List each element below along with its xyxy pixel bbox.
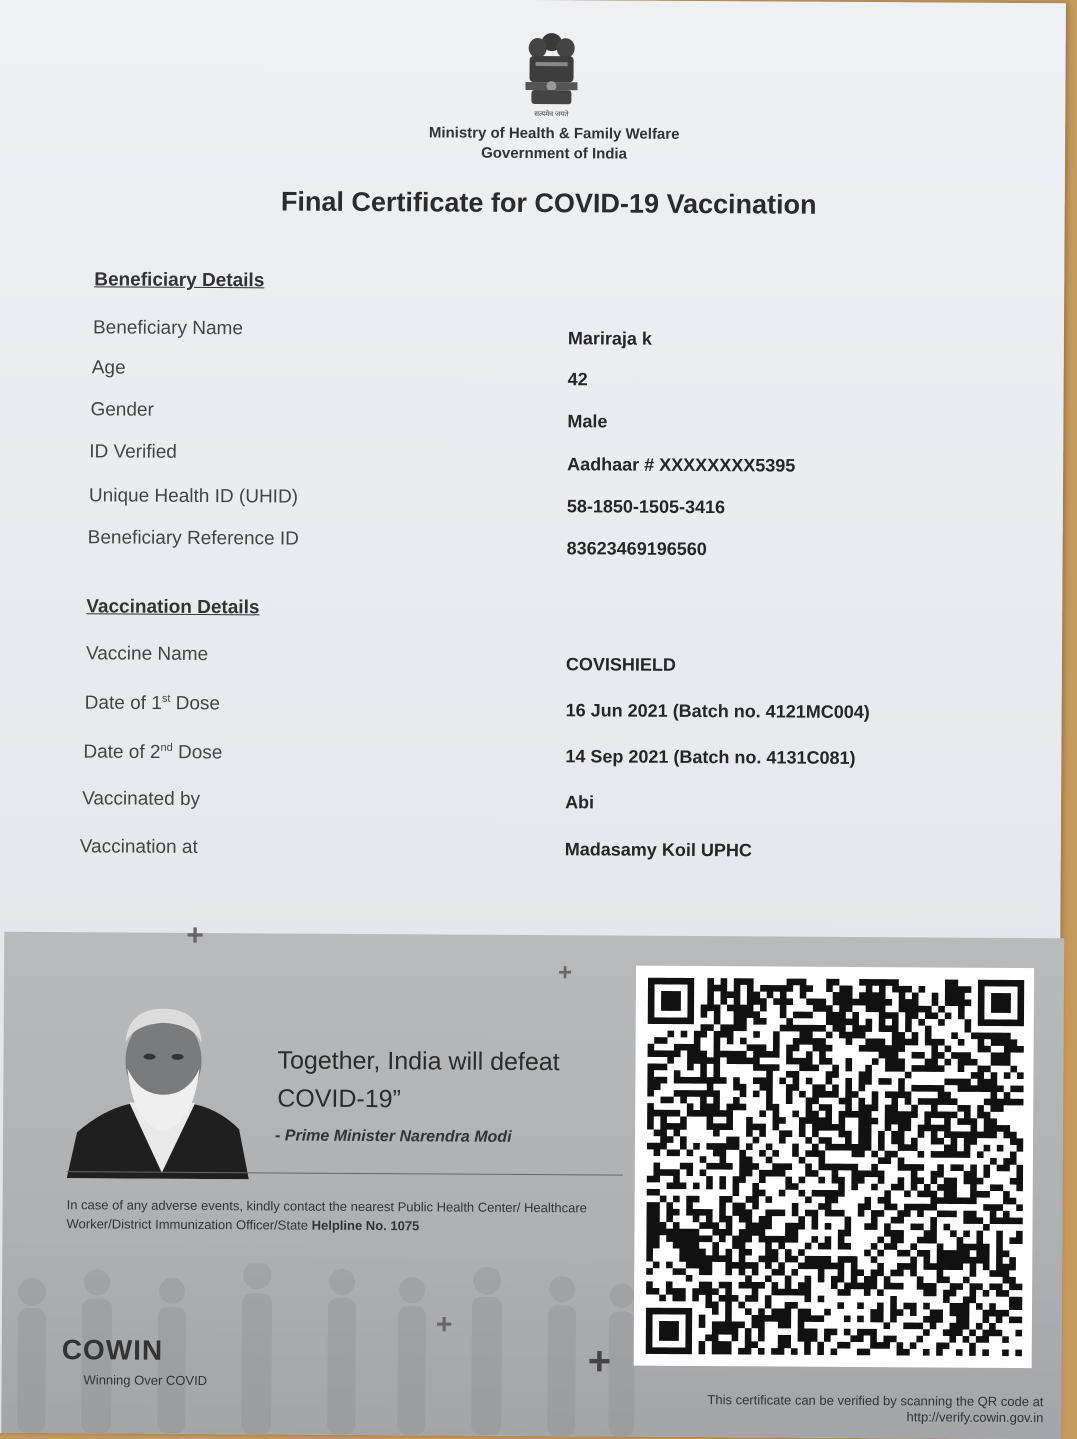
quote-attribution: - Prime Minister Narendra Modi xyxy=(275,1127,512,1146)
beneficiary-reference-id-label: Beneficiary Reference ID xyxy=(87,527,299,550)
vaccination-at-value: Madasamy Koil UPHC xyxy=(564,839,752,861)
dose2-label: Date of 2nd Dose xyxy=(83,741,223,764)
dose2-value: 14 Sep 2021 (Batch no. 4131C081) xyxy=(565,746,856,768)
uhid-label: Unique Health ID (UHID) xyxy=(88,485,299,508)
uhid-value: 58-1850-1505-3416 xyxy=(566,496,726,518)
dose1-value: 16 Jun 2021 (Batch no. 4121MC004) xyxy=(565,700,870,723)
age-value: 42 xyxy=(567,369,588,390)
vaccine-name-value: COVISHIELD xyxy=(565,654,677,675)
verification-note: This certificate can be verified by scanning the QR code at http://verify.cowin.gov.in xyxy=(581,1391,1043,1426)
dose1-label: Date of 1st Dose xyxy=(84,692,221,715)
verification-qr-code[interactable] xyxy=(634,966,1034,1368)
gender-label: Gender xyxy=(90,399,154,421)
gender-value: Male xyxy=(567,411,608,432)
verify-url-link[interactable]: http://verify.cowin.gov.in xyxy=(906,1409,1044,1426)
pm-quote: Together, India will defeat COVID-19” xyxy=(277,1046,560,1114)
vaccinated-by-value: Abi xyxy=(565,792,595,813)
ministry-heading xyxy=(389,123,719,165)
cowin-logo: COWIN xyxy=(61,1334,164,1366)
beneficiary-details-heading: Beneficiary Details xyxy=(94,269,265,292)
ministry-name: Ministry of Health & Family Welfare xyxy=(428,124,680,143)
adverse-events-notice: In case of any adverse events, kindly contact the nearest Public Health Center/ Healthcare Worker/District Immunization Officer/State Helpline No. 1075 xyxy=(66,1197,587,1234)
cowin-tagline: Winning Over COVID xyxy=(83,1372,208,1389)
certificate-title: Final Certificate for COVID-19 Vaccination xyxy=(280,186,817,220)
national-emblem-icon xyxy=(521,26,581,108)
vaccination-details-heading: Vaccination Details xyxy=(86,596,260,619)
beneficiary-name-label: Beneficiary Name xyxy=(92,317,244,340)
plus-decoration-icon: + xyxy=(557,959,573,987)
id-verified-label: ID Verified xyxy=(89,441,177,463)
vaccination-at-label: Vaccination at xyxy=(79,836,198,858)
prime-minister-portrait xyxy=(67,1002,258,1179)
age-label: Age xyxy=(91,357,126,379)
emblem-motto: सत्यमेव जयते xyxy=(534,111,569,119)
plus-decoration-icon: + xyxy=(435,1308,453,1340)
plus-decoration-icon: + xyxy=(587,1339,612,1384)
footer-band xyxy=(1,918,1064,1439)
vaccinated-by-label: Vaccinated by xyxy=(82,788,201,810)
plus-decoration-icon: + xyxy=(186,918,204,953)
id-verified-value: Aadhaar # XXXXXXXX5395 xyxy=(567,454,796,476)
qr-modules xyxy=(646,978,1024,1356)
beneficiary-reference-id-value: 83623469196560 xyxy=(566,538,707,560)
beneficiary-name-value: Mariraja k xyxy=(567,328,653,349)
government-name: Government of India xyxy=(481,144,628,163)
vaccine-name-label: Vaccine Name xyxy=(85,643,209,666)
helpline-number: Helpline No. 1075 xyxy=(311,1217,420,1234)
qr-code-icon xyxy=(634,966,1034,1368)
